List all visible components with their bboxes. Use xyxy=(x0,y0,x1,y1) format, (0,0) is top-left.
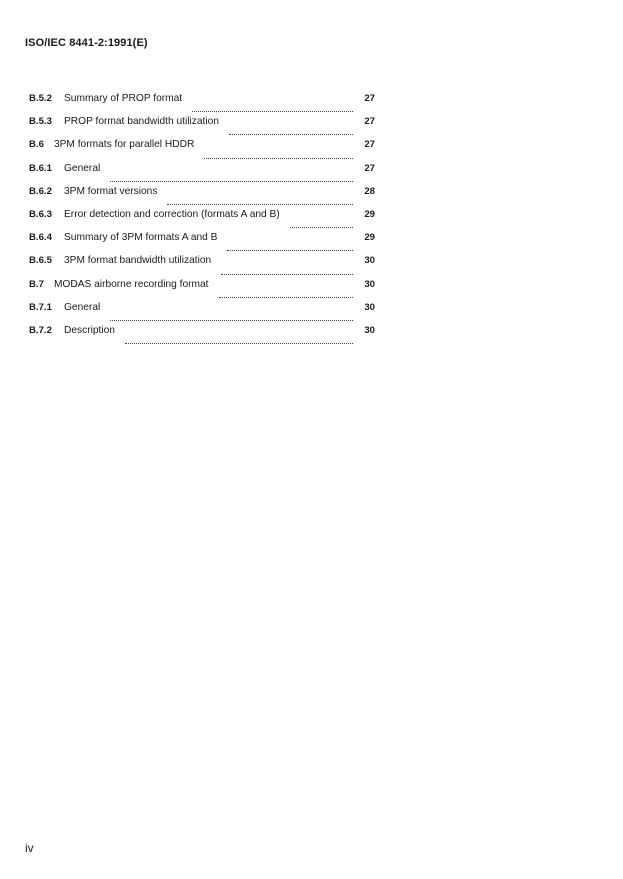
toc-entry-number: B.5.2 xyxy=(29,93,52,104)
toc-entry-number: B.6.5 xyxy=(29,255,52,267)
toc-leader-dots xyxy=(167,203,353,205)
page-number-footer: iv xyxy=(25,841,34,855)
toc-entry-number: B.7.1 xyxy=(29,301,52,313)
toc-entry-page: 30 xyxy=(364,301,375,313)
toc-entry-number: B.6.2 xyxy=(29,185,52,197)
toc-entry xyxy=(29,209,375,232)
toc-entry-page: 30 xyxy=(364,324,375,336)
toc-entry-page: 27 xyxy=(364,93,375,104)
toc-entry-number: B.6.4 xyxy=(29,232,52,244)
toc-entry-title: 3PM formats for parallel HDDR xyxy=(53,139,195,151)
toc-leader-dots xyxy=(227,249,353,251)
toc-entry-title: MODAS airborne recording format xyxy=(53,278,209,290)
toc-entry-number: B.6 xyxy=(29,139,44,151)
toc-entry-page: 27 xyxy=(364,162,375,174)
toc-leader-dots xyxy=(219,296,353,298)
toc-entry-number: B.7.2 xyxy=(29,324,52,336)
toc-entry-number: B.6.3 xyxy=(29,208,52,220)
toc-entry-number: B.5.3 xyxy=(29,116,52,128)
toc-entry xyxy=(29,139,375,162)
toc-entry-number: B.6.1 xyxy=(29,162,52,174)
toc-entry xyxy=(29,279,375,302)
toc-entry xyxy=(29,302,375,325)
toc-entry-title: Summary of 3PM formats A and B xyxy=(64,232,218,244)
toc-entry xyxy=(29,163,375,186)
toc-entry-number: B.7 xyxy=(29,278,44,290)
toc-entry-page: 29 xyxy=(364,208,375,220)
toc-entry xyxy=(29,116,375,139)
toc-leader-dots xyxy=(221,273,353,275)
toc-entry-page: 29 xyxy=(364,232,375,244)
toc-entry-title: General xyxy=(64,162,101,174)
toc-entry-title: PROP format bandwidth utilization xyxy=(64,116,219,128)
toc-leader-dots xyxy=(229,133,353,135)
toc-entry-page: 28 xyxy=(364,185,375,197)
toc-entry xyxy=(29,93,375,116)
toc-leader-dots xyxy=(110,180,353,182)
toc-entry-title: 3PM format versions xyxy=(64,185,158,197)
toc-entry xyxy=(29,255,375,278)
toc-leader-dots xyxy=(125,342,353,344)
toc-entry-title: Description xyxy=(64,324,115,336)
toc-leader-dots xyxy=(192,110,353,112)
toc-leader-dots xyxy=(110,319,353,321)
toc-entry xyxy=(29,325,375,348)
toc-entry-title: 3PM format bandwidth utilization xyxy=(64,255,212,267)
toc-entry-title: General xyxy=(64,301,101,313)
document-header: ISO/IEC 8441-2:1991(E) xyxy=(25,37,148,49)
toc-entry-page: 30 xyxy=(364,278,375,290)
toc-leader-dots xyxy=(204,157,353,159)
toc-entry-title: Error detection and correction (formats A and B) xyxy=(64,208,280,220)
table-of-contents xyxy=(29,93,375,348)
toc-entry-title: Summary of PROP format xyxy=(64,93,183,104)
toc-entry-page: 27 xyxy=(364,116,375,128)
toc-leader-dots xyxy=(290,226,353,228)
toc-entry xyxy=(29,232,375,255)
toc-entry-page: 27 xyxy=(364,139,375,151)
toc-entry xyxy=(29,186,375,209)
toc-entry-page: 30 xyxy=(364,255,375,267)
